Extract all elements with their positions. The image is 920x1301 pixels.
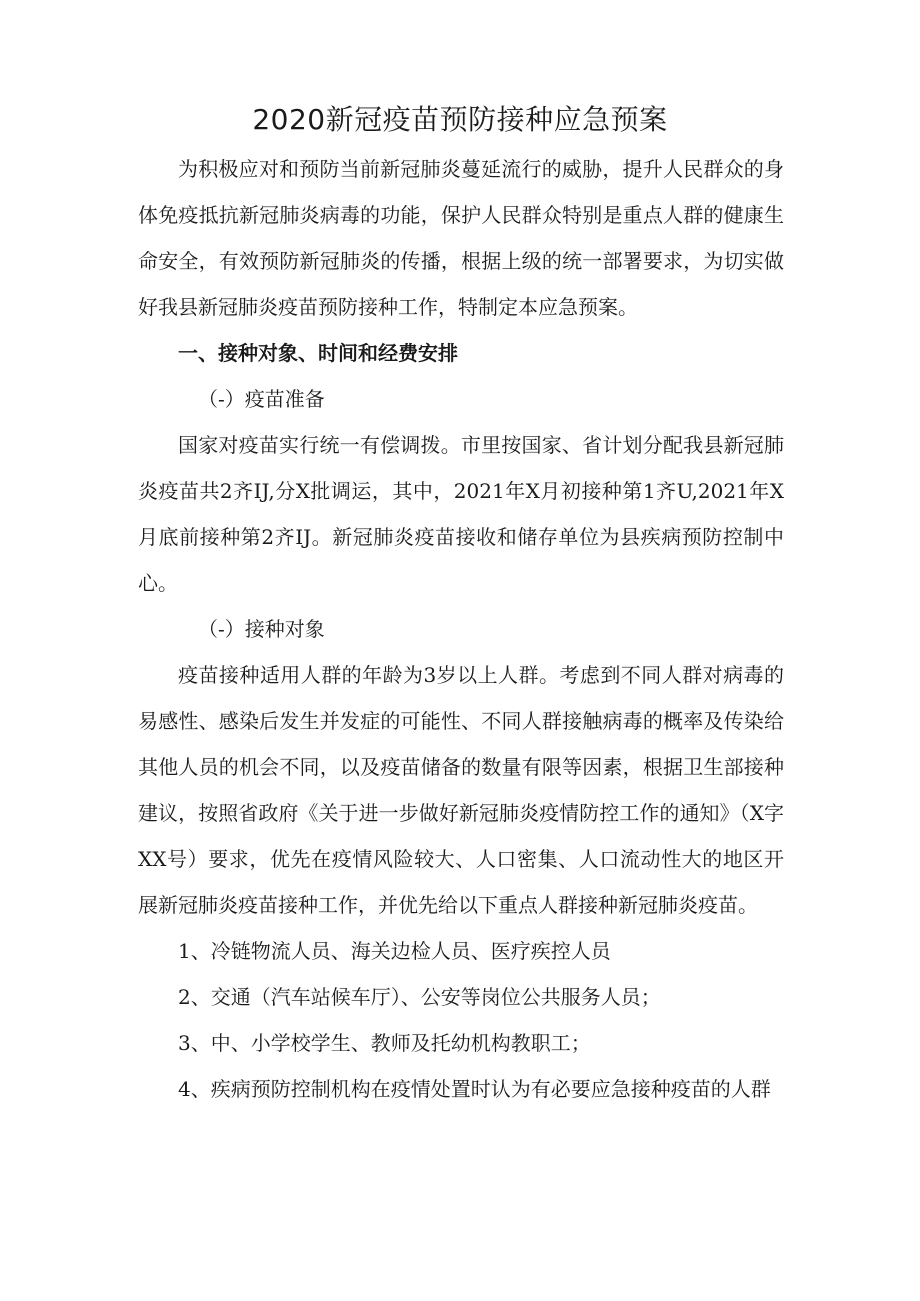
list-item: 1、冷链物流人员、海关边检人员、医疗疾控人员 <box>178 939 611 963</box>
document-body <box>138 146 784 1112</box>
list-item: 2、交通（汽车站候车厅）、公安等岗位公共服务人员； <box>178 985 661 1009</box>
subsection-title-target-groups: （-）接种对象 <box>198 617 325 641</box>
subsection-title-vaccine-prep: （-）疫苗准备 <box>198 387 325 411</box>
vaccine-prep-paragraph: 国家对疫苗实行统一有偿调拨。市里按国家、省计划分配我县新冠肺炎疫苗共2齐IJ,分X批调运，其中，2021年X月初接种第1齐U,2021年X月底前接种第2齐IJ。新冠肺炎疫苗接收和储存单位为县疾病预防控制中心。 <box>138 433 784 595</box>
list-item: 3、中、小学校学生、教师及托幼机构教职工； <box>178 1031 591 1055</box>
document-title: 2020新冠疫苗预防接种应急预案 <box>252 103 668 136</box>
target-groups-paragraph: 疫苗接种适用人群的年龄为3岁以上人群。考虑到不同人群对病毒的易感性、感染后发生并发症的可能性、不同人群接触病毒的概率及传染给其他人员的机会不同，以及疫苗储备的数量有限等因素，根据卫生部接种建议，按照省政府《关于进一步做好新冠肺炎疫情防控工作的通知》（X字XX号）要求，优先在疫情风险较大、人口密集、人口流动性大的地区开展新冠肺炎疫苗接种工作，并优先给以下重点人群接种新冠肺炎疫苗。 <box>138 663 784 917</box>
section-heading-1: 一、接种对象、时间和经费安排 <box>178 341 458 365</box>
list-item: 4、疾病预防控制机构在疫情处置时认为有必要应急接种疫苗的人群 <box>178 1077 771 1101</box>
intro-paragraph: 为积极应对和预防当前新冠肺炎蔓延流行的威胁，提升人民群众的身体免疫抵抗新冠肺炎病毒的功能，保护人民群众特别是重点人群的健康生命安全，有效预防新冠肺炎的传播，根据上级的统一部署要求，为切实做好我县新冠肺炎疫苗预防接种工作，特制定本应急预案。 <box>138 157 784 319</box>
